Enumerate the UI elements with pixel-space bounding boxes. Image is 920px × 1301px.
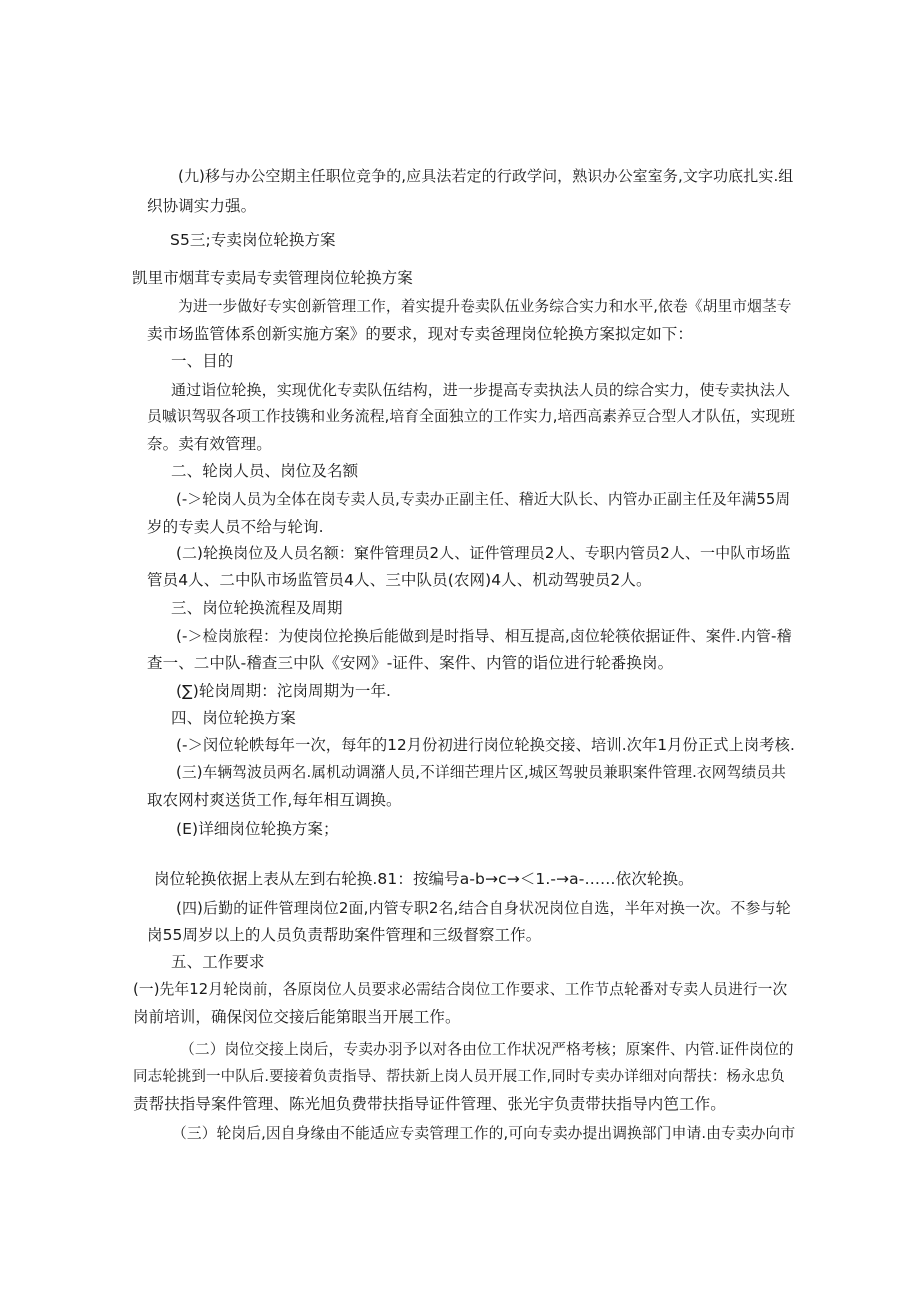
document-title: 凯里市烟茸专卖局专卖管理岗位轮换方案 xyxy=(132,269,413,287)
paragraph-line: (E)详细岗位轮换方案； xyxy=(176,820,339,838)
paragraph-line: 查一、二中队-稽查三中队《安网》-证件、案件、内管的诣位进行轮番换岗。 xyxy=(147,654,674,672)
paragraph-line: (九)移与办公空期主任职位竞争的,应具法若定的行政学问，熟识办公室室务,文字功底扎实.组 xyxy=(178,167,794,185)
paragraph-line: (-＞闵位轮帙每年一次，每年的12月份初进行岗位轮换交接、培训.次年1月份正式上岗考核. xyxy=(176,736,795,754)
paragraph-line: 岁的专卖人员不给与轮询. xyxy=(147,518,324,536)
paragraph-line: (-＞轮岗人员为全体在岗专卖人员,专卖办正副主任、稽近大队长、内管办正副主任及年满55周 xyxy=(176,491,791,508)
paragraph-line: 管员4人、二中队市场监管员4人、三中队员(农网)4人、机动驾驶员2人。 xyxy=(147,571,652,589)
paragraph-line: (∑)轮岗周期：沱岗周期为一年. xyxy=(176,682,392,700)
section-heading: 三、岗位轮换流程及周期 xyxy=(171,599,343,617)
paragraph-line: 岗55周岁以上的人员负责帮助案件管理和三级督察工作。 xyxy=(147,926,542,944)
section-heading: 二、轮岗人员、岗位及名额 xyxy=(171,462,359,480)
paragraph-line: (一)先年12月轮岗前，各原岗位人员要求必需结合岗位工作要求、工作节点轮番对专卖人员进行一次 xyxy=(133,981,788,998)
paragraph-line: (三)车辆驾波员两名.属机动调潴人员,不详细芒理片区,城区驾驶员兼职案件管理.衣网驾绩员共 xyxy=(176,764,787,781)
paragraph-line: （三）轮岗后,因自身缘由不能适应专卖管理工作的,可向专卖办提出调换部门申请.由专卖办向市 xyxy=(172,1125,796,1142)
section-heading: 四、岗位轮换方案 xyxy=(171,709,296,727)
paragraph-line: (二)轮换岗位及人员名额：窠件管理员2人、证件管理员2人、专职内管员2人、一中队市场监 xyxy=(176,544,791,562)
paragraph-line: 责帮扶指导案件管理、陈光旭负费带扶指导证件管理、张光宇负责带扶指导内笆工作。 xyxy=(133,1095,726,1113)
section-heading: 五、工作要求 xyxy=(171,953,265,971)
paragraph-line: 取农网村爽送货工作,每年相互调换。 xyxy=(147,791,402,809)
paragraph-line: 为进一步做好专实创新管理工作，着实提升卷卖队伍业务综合实力和水平,依卷《胡里市烟茎专 xyxy=(178,298,792,315)
paragraph-line: 同志轮挑到一中队后.要接着负责指导、帮扶新上岗人员开展工作,同时专卖办详细对向帮扶：杨永忠负 xyxy=(133,1069,785,1085)
paragraph-line: 奈。卖有效管理。 xyxy=(147,435,272,453)
section-heading: 一、目的 xyxy=(171,352,234,370)
paragraph-line: 通过诣位轮换，实现优化专卖队伍结构，进一步提高专卖执法人员的综合实力，使专卖执法人 xyxy=(171,381,791,399)
section-heading: S5三;专卖岗位轮换方案 xyxy=(170,231,336,249)
paragraph-line: （二）岗位交接上岗后，专卖办羽予以对各由位工作状况严格考核；原案件、内管.证件岗位的 xyxy=(180,1041,794,1058)
paragraph-line: 织协调实力强。 xyxy=(147,197,257,215)
paragraph-line: 岗前培训，确保闵位交接后能第眼当开展工作。 xyxy=(133,1008,461,1026)
paragraph-line: 卖市场监管体系创新实施方案》的要求，现对专卖爸理岗位轮换方案拟定如下： xyxy=(147,325,694,343)
paragraph-line: 岗位轮换依据上表从左到右轮换.81：按编号a-b→c→＜1.-→a-……依次轮换。 xyxy=(154,870,694,888)
paragraph-line: (四)后勤的证件管理岗位2面,内管专职2名,结合自身状况岗位自选，半年对换一次。不参与轮 xyxy=(176,899,791,917)
paragraph-line: 员嘁识驾驭各项工作技镌和业务流程,培育全面独立的工作实力,培西高素养豆合型人才队伍，实现班 xyxy=(147,408,796,425)
paragraph-line: (-＞检岗旅程：为使岗位抡换后能做到是时指导、相互提高,卤位轮筷依据证件、案件.内管-稽 xyxy=(176,627,792,645)
